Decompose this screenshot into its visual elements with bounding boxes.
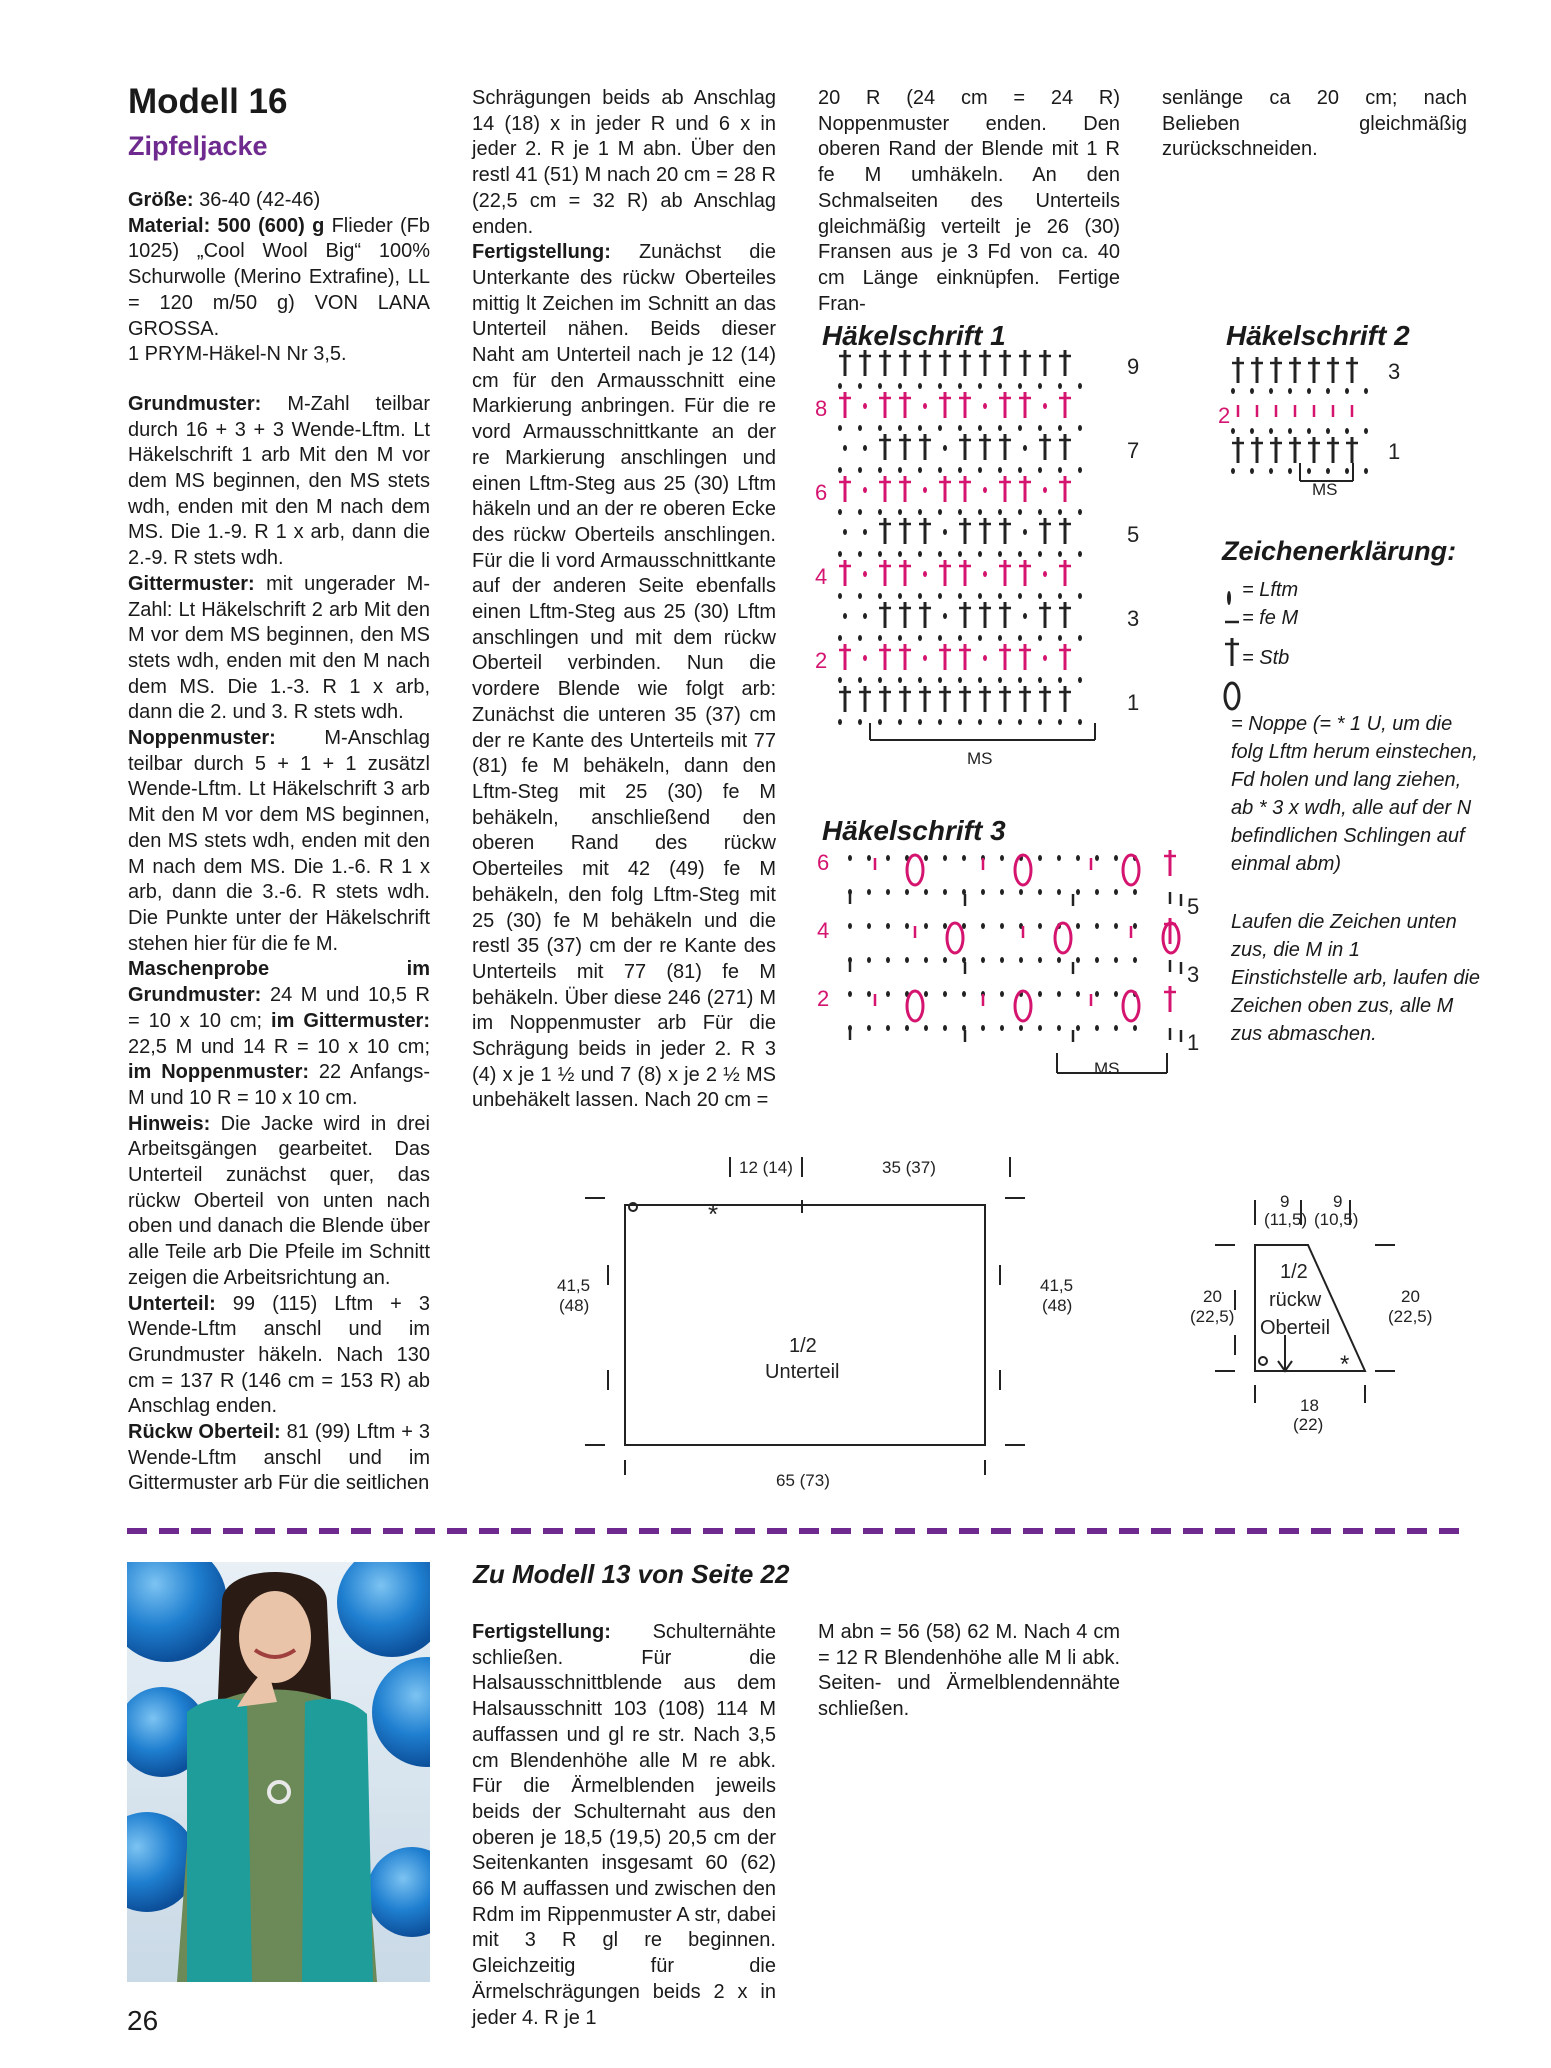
paragraph: Fertigstellung: Zunächst die Unterkante des rückw Oberteiles mittig lt Zeichen im Schnitt an das Unterteil nähen. Beids dieser Naht am Unterteil nach je 12 (14) cm für den Armausschnitt eine Markierung anbringen. Für die re vord Armausschnittkante an der re Markierung anschlingen und einen Lftm-Steg aus 25 (30) Lftm häkeln und an der re oberen Ecke des rückw Oberteils anschlingen. Für die li vord Armausschnittkante auf der anderen Seite ebenfalls einen Lftm-Steg aus 25 (30) Lftm anschlingen und mit dem rückw Oberteil verbinden. Nun die vordere Blende wie folgt arb: Zunächst die unteren 35 (37) cm der re Kante des Unterteils mit 77 (81) fe M behäkeln, dann den Lftm-Steg mit 25 (30) fe M behäkeln, anschließend den oberen Rand des rückw Oberteiles mit 42 (49) fe M behäkeln, den folg Lftm-Steg mit 25 (30) fe M behäkeln und die restl 35 (37) cm der re Kante des Unterteils mit 77 (81) fe M behäkeln. Über diese 246 (271) M im Noppenmuster arb Für die Schrägung beids in jeder 2. R 3 (4) x je 1 ½ und 7 (8) x je 2 ½ MS unbehäkelt lassen. Nach 20 cm = xyxy=(472,241,776,1112)
legend-double: = Stb xyxy=(1242,647,1290,669)
paragraph: 1 PRYM-Häkel-N Nr 3,5. xyxy=(128,343,347,366)
crochet-chart-3 xyxy=(815,845,1215,1090)
dim-right-b-2: (22,5) xyxy=(1388,1307,1433,1326)
start-marker-icon xyxy=(1259,1357,1267,1365)
section-2-title: Zu Modell 13 von Seite 22 xyxy=(473,1559,790,1589)
dim-top-right-b: (10,5) xyxy=(1314,1210,1359,1229)
row-number: 2 xyxy=(815,648,828,673)
ms-label-1: MS xyxy=(967,749,993,768)
row-number: 3 xyxy=(1187,962,1200,987)
paragraph: Fertigstellung: Schulternähte schließen. Für die Halsausschnittblende aus dem Halsausschnitt 103 (108) 114 M auffassen und gl re str. Nach 3,5 cm Blendenhöhe alle M re abk. Für die Ärmelblenden jeweils beids der Schulternaht aus den oberen je 18,5 (19,5) 20,5 cm der Seitenkanten insgesamt 60 (62) 66 M auffassen und zwischen den Rdm im Rippenmuster A str, dabei mit 3 R gl re beginnen. Gleichzeitig für die Ärmelschrägungen beids 2 x in jeder 4. R je 1 xyxy=(472,1621,776,2029)
paragraph: Unterteil: 99 (115) Lftm + 3 Wende-Lftm anschl und im Grundmuster häkeln. Nach 130 cm = 137 R (146 cm = 153 R) ab Anschlag enden. xyxy=(128,1292,430,1418)
asterisk-marker: * xyxy=(708,1199,719,1229)
ms-label-3: MS xyxy=(1094,1059,1120,1078)
section-2-column-2 xyxy=(818,1620,1120,1723)
instructions-column-2 xyxy=(472,86,776,1114)
schematic-unterteil xyxy=(540,1145,1080,1505)
model-photo xyxy=(127,1562,430,1982)
asterisk-marker-2: * xyxy=(1340,1351,1350,1378)
diagram-2-title: Häkelschrift 2 xyxy=(1226,320,1410,351)
vest-left xyxy=(187,1699,252,1982)
dim-top-left-a: 9 xyxy=(1280,1192,1290,1211)
page-subtitle: Zipfeljacke xyxy=(128,131,268,161)
bobble-icon xyxy=(1225,683,1239,709)
row-number: 3 xyxy=(1127,606,1140,631)
dim-left-a: 41,5 xyxy=(557,1276,591,1295)
row-number: 1 xyxy=(1127,690,1140,715)
dim-left-a-2: 20 xyxy=(1203,1287,1222,1306)
diagram-3-title: Häkelschrift 3 xyxy=(822,815,1006,846)
page-number: 26 xyxy=(127,2005,159,2036)
row-number: 1 xyxy=(1187,1030,1200,1055)
diagram-1-title: Häkelschrift 1 xyxy=(822,320,1006,351)
section-2-column-1 xyxy=(472,1620,776,2031)
legend-title: Zeichenerklärung: xyxy=(1222,536,1457,566)
face xyxy=(239,1591,311,1683)
paragraph: Grundmuster: M-Zahl teilbar durch 16 + 3 + 3 Wende-Lftm. Lt Häkelschrift 1 arb Mit den M vor dem MS beginnen, den MS stets wdh, enden mit den M nach dem MS. Die 1.-9. R 1 x arb, dann die 2.-9. R stets wdh. xyxy=(128,392,430,570)
piece-name-2b: Oberteil xyxy=(1260,1317,1331,1339)
row-number: 5 xyxy=(1127,522,1140,547)
legend-bobble: = Noppe (= * 1 U, um die folg Lftm herum einstechen, Fd holen und lang ziehen, ab * 3 x wdh, alle auf der N befindlichen Schlingen auf einmal abm) xyxy=(1231,713,1478,875)
paragraph: Gittermuster: mit ungerader M-Zahl: Lt Häkelschrift 2 arb Mit den M vor dem MS beginnen, den MS stets wdh, enden mit den M nach dem MS. Die 1.-3. R 1 x arb, dann die 2. und 3. R stets wdh. xyxy=(128,572,430,724)
paragraph: M abn = 56 (58) 62 M. Nach 4 cm = 12 R Blendenhöhe alle M li abk. Seiten- und Ärmelblendennähte schließen. xyxy=(818,1621,1120,1721)
paragraph xyxy=(128,368,430,392)
row-number: 8 xyxy=(815,396,828,421)
row-number: 2 xyxy=(817,986,830,1011)
ms-label-2: MS xyxy=(1312,480,1338,499)
unterteil-outline xyxy=(625,1205,985,1445)
row-number: 4 xyxy=(817,918,830,943)
crochet-chart-2 xyxy=(1218,345,1438,505)
row-number: 6 xyxy=(815,480,828,505)
instructions-column-1 xyxy=(128,188,430,1497)
chain-stitch-icon xyxy=(1227,591,1231,605)
row-number: 5 xyxy=(1187,894,1200,919)
dim-left-b: (48) xyxy=(559,1296,590,1315)
dim-right-a-2: 20 xyxy=(1401,1287,1420,1306)
legend-single: = fe M xyxy=(1242,607,1299,629)
dim-bottom-b-2: (22) xyxy=(1293,1415,1324,1434)
dim-top-1: 12 (14) xyxy=(739,1158,793,1177)
piece-name: Unterteil xyxy=(765,1361,840,1383)
dim-right-b: (48) xyxy=(1042,1296,1073,1315)
dim-bottom-a-2: 18 xyxy=(1300,1396,1319,1415)
dim-right-a: 41,5 xyxy=(1040,1276,1074,1295)
paragraph: Noppenmuster: M-Anschlag teilbar durch 5 + 1 + 1 zusätzl Wende-Lftm. Lt Häkelschrift 3 arb Mit den M vor dem MS beginnen, den MS stets wdh, enden mit den M nach dem MS. Die 1.-6. R 1 x arb, dann die 3.-6. R stets wdh. Die Punkte unter der Häkelschrift stehen hier für die fe M. xyxy=(128,727,430,955)
crochet-chart-1 xyxy=(815,345,1155,775)
vest-right xyxy=(302,1699,373,1982)
legend-chain: = Lftm xyxy=(1242,579,1299,601)
legend-note: Laufen die Zeichen unten zus, die M in 1 Einstichstelle arb, laufen die Zeichen oben zus, alle M zus abmaschen. xyxy=(1231,911,1481,1045)
row-number: 9 xyxy=(1127,354,1140,379)
paragraph: senlänge ca 20 cm; nach Belieben gleichmäßig zurückschneiden. xyxy=(1162,87,1467,161)
dim-top-right-a: 9 xyxy=(1333,1192,1343,1211)
row-number: 1 xyxy=(1388,439,1401,464)
instructions-column-3 xyxy=(818,86,1120,317)
paragraph: 20 R (24 cm = 24 R) Noppenmuster enden. Den oberen Rand der Blende mit 1 R fe M umhäkeln. An den Schmalseiten des Unterteils gleichmäßig verteilt je 26 (30) Fransen aus je 3 Fd von ca. 40 cm Länge einknüpfen. Fertige Fran- xyxy=(818,87,1120,315)
piece-fraction: 1/2 xyxy=(789,1335,817,1357)
row-number: 4 xyxy=(815,564,828,589)
double-crochet-icon xyxy=(1225,638,1239,666)
piece-fraction-2: 1/2 xyxy=(1280,1261,1308,1283)
page-title: Modell 16 xyxy=(128,82,288,121)
row-number: 3 xyxy=(1388,359,1401,384)
instructions-column-4 xyxy=(1162,86,1467,163)
piece-name-2a: rückw xyxy=(1269,1289,1322,1311)
paragraph: Schrägungen beids ab Anschlag 14 (18) x in jeder R und 6 x in jeder 2. R je 1 M abn. Über den restl 41 (51) M nach 20 cm = 28 R (22,5 cm = 32 R) ab Anschlag enden. xyxy=(472,87,776,238)
row-number: 7 xyxy=(1127,438,1140,463)
schematic-oberteil xyxy=(1180,1185,1450,1445)
row-number: 2 xyxy=(1218,403,1231,428)
dim-top-left-b: (11,5) xyxy=(1264,1210,1308,1229)
dim-top-2: 35 (37) xyxy=(882,1158,936,1177)
paragraph: Größe: 36-40 (42-46) xyxy=(128,189,321,211)
paragraph: Material: 500 (600) g Flieder (Fb 1025) „Cool Wool Big“ 100% Schurwolle (Merino Extrafine), LL = 120 m/50 g) VON LANA GROSSA. xyxy=(128,214,430,340)
paragraph: Rückw Oberteil: 81 (99) Lftm + 3 Wende-Lftm anschl und im Gittermuster arb Für die seitlichen xyxy=(128,1421,430,1495)
paragraph: Hinweis: Die Jacke wird in drei Arbeitsgängen gearbeitet. Das Unterteil zunächst quer, das rückw Oberteil von unten nach oben und danach die Blende über alle Teile arb Die Pfeile im Schnitt zeigen die Arbeitsrichtung an. xyxy=(128,1112,430,1289)
dim-bottom: 65 (73) xyxy=(776,1471,830,1490)
paragraph: Maschenprobe im Grundmuster: 24 M und 10,5 R = 10 x 10 cm; im Gittermuster: 22,5 M und 14 R = 10 x 10 cm; im Noppenmuster: 22 Anfangs-M und 10 R = 10 x 10 cm. xyxy=(128,958,431,1109)
dim-left-b-2: (22,5) xyxy=(1190,1307,1235,1326)
row-number: 6 xyxy=(817,850,830,875)
